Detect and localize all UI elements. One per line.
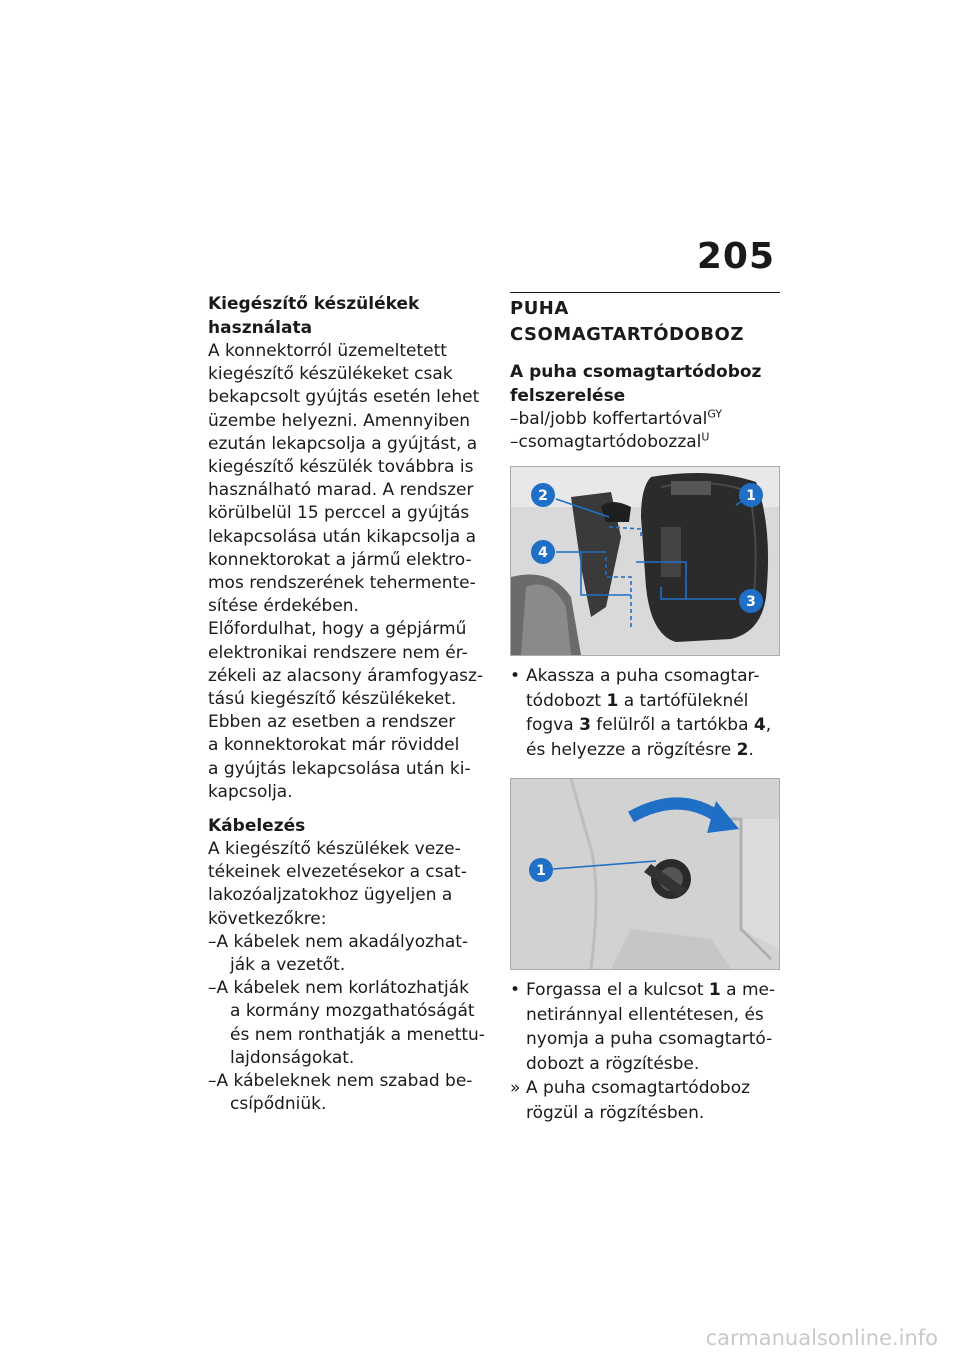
heading-line: Kiegészítő készülékek <box>208 294 420 314</box>
callout-label: 1 <box>746 488 756 505</box>
text-line: Ebben az esetben a rendszer <box>208 712 456 733</box>
bullet-mark: • <box>510 980 521 1001</box>
callout-label: 3 <box>746 594 756 611</box>
text-line: nyomja a puha csomagtartó- <box>526 1029 773 1050</box>
text-line: kapcsolja. <box>208 781 293 802</box>
watermark: carmanualsonline.info <box>705 1326 938 1350</box>
section-title <box>510 292 780 348</box>
text-line: –A kábelek nem korlátozhatják <box>208 978 469 999</box>
heading-cabling: Kábelezés <box>208 816 306 837</box>
text-line: következőkre: <box>208 908 327 929</box>
callout-marker <box>739 589 763 613</box>
soft-case-illustration <box>511 467 779 655</box>
figure-soft-case-mounting <box>510 466 780 656</box>
ref-number: 2 <box>736 739 749 760</box>
dash-item <box>208 977 490 1070</box>
text-line: Forgassa el a kulcsot <box>526 980 709 1001</box>
text-line: A konnektorról üzemeltetett <box>208 341 447 361</box>
callout-label: 1 <box>536 863 546 880</box>
text-line: a konnektorokat már röviddel <box>208 735 460 756</box>
text-line: a tartófüleknél <box>618 690 749 711</box>
text-line: csípődniük. <box>230 1094 327 1115</box>
text-line: a me- <box>720 980 776 1001</box>
text-line: sítése érdekében. <box>208 596 359 617</box>
left-column <box>208 292 490 1117</box>
option-line <box>510 408 780 431</box>
text-line: elektronikai rendszere nem ér- <box>208 642 468 663</box>
text-line: használható marad. A rendszer <box>208 480 474 501</box>
text-line: zékeli az alacsony áramfogyasz- <box>208 665 484 686</box>
text-line: a kormány mozgathatóságát <box>230 1001 475 1022</box>
callout-marker <box>531 540 555 564</box>
text-line: üzembe helyezni. Amennyiben <box>208 410 471 431</box>
text-line: Előfordulhat, hogy a gépjármű <box>208 619 467 640</box>
text-line: –A kábeleknek nem szabad be- <box>208 1071 473 1092</box>
text-line: fogva <box>526 715 580 736</box>
text-line: és nem ronthatják a menettu- <box>230 1024 485 1045</box>
text-line: . <box>748 739 754 760</box>
page-number: 205 <box>696 236 775 277</box>
callout-label: 4 <box>538 545 548 562</box>
callout-marker <box>529 858 553 882</box>
heading-line: használata <box>208 318 313 338</box>
option-sup: GY <box>707 407 723 421</box>
dash-item <box>208 931 490 977</box>
heading-accessories <box>208 292 490 340</box>
heading-line: A puha csomagtartódoboz <box>510 362 762 382</box>
paragraph-3 <box>208 838 490 931</box>
result-locked <box>510 1076 780 1125</box>
text-line: , <box>765 715 772 736</box>
option-line <box>510 431 780 454</box>
text-line: felülről a tartókba <box>590 715 754 736</box>
text-line: tású kiegészítő készülékeket. <box>208 689 457 710</box>
text-line: dobozt a rögzítésbe. <box>526 1053 700 1074</box>
text-line: ják a vezetőt. <box>230 955 346 976</box>
text-line: –A kábelek nem akadályozhat- <box>208 931 469 952</box>
text-line: lekapcsolása után kikapcsolja a <box>208 526 477 547</box>
title-line: CSOMAGTARTÓDOBOZ <box>510 324 744 345</box>
option-sup: U <box>701 430 710 444</box>
bullet-mark: • <box>510 666 521 687</box>
subheading-mounting <box>510 360 780 408</box>
text-line: körülbelül 15 perccel a gyújtás <box>208 503 470 524</box>
paragraph-2 <box>208 618 490 804</box>
heading-line: felszerelése <box>510 386 626 406</box>
text-line: kiegészítő készülék továbbra is <box>208 457 474 478</box>
text-line: netiránnyal ellentétesen, és <box>526 1004 764 1025</box>
result-mark: » <box>510 1078 521 1099</box>
text-line: rögzül a rögzítésben. <box>526 1102 705 1123</box>
option-text: –bal/jobb koffertartóval <box>510 409 708 429</box>
text-line: Akassza a puha csomagtar- <box>526 666 760 687</box>
option-text: –csomagtartódobozzal <box>510 432 702 453</box>
callout-marker <box>739 483 763 507</box>
text-line: A puha csomagtartódoboz <box>526 1078 751 1099</box>
step-hang-case <box>510 664 780 762</box>
paragraph-1 <box>208 340 490 618</box>
text-line: tékeinek elvezetésekor a csat- <box>208 862 467 883</box>
callout-marker <box>531 483 555 507</box>
text-line: A kiegészítő készülékek veze- <box>208 839 461 860</box>
text-line: a gyújtás lekapcsolása után ki- <box>208 758 471 779</box>
ref-number: 4 <box>753 715 766 736</box>
text-line: lakozóaljzatokhoz ügyeljen a <box>208 885 453 906</box>
text-line: és helyezze a rögzítésre <box>526 739 737 760</box>
text-line: ezután lekapcsolja a gyújtást, a <box>208 433 478 454</box>
step-turn-key <box>510 978 780 1076</box>
title-line: PUHA <box>510 298 569 319</box>
ref-number: 3 <box>579 715 591 736</box>
key-lock-illustration <box>511 779 779 969</box>
text-line: mos rendszerének tehermente- <box>208 573 476 594</box>
text-line: tódobozt <box>526 690 607 711</box>
right-column <box>510 292 780 1125</box>
ref-number: 1 <box>708 980 721 1001</box>
ref-number: 1 <box>606 690 619 711</box>
callout-label: 2 <box>538 488 548 505</box>
dash-item <box>208 1070 490 1116</box>
text-line: konnektorokat a jármű elektro- <box>208 549 472 570</box>
text-line: lajdonságokat. <box>230 1047 355 1068</box>
figure-key-lock <box>510 778 780 970</box>
text-line: bekapcsolt gyújtás esetén lehet <box>208 387 480 408</box>
text-line: kiegészítő készülékeket csak <box>208 364 453 385</box>
